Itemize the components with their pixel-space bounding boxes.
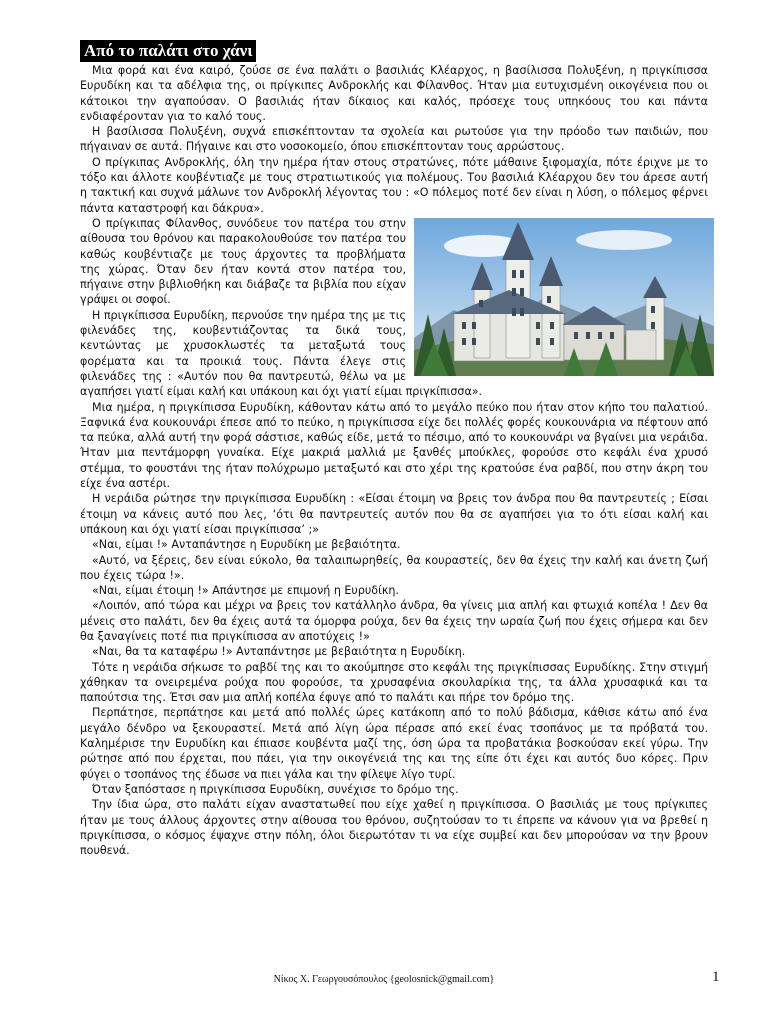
paragraph: Η νεράιδα ρώτησε την πριγκίπισσα Ευρυδίκη : «Είσαι έτοιμη να βρεις τον άνδρα που θα παντρευτείς ; Είσαι έτοιμη να κάνεις αυτό που λες, ‘ότι θα παντρευτείς αυτόν που θα σε αγαπήσει για το ότι είσαι καλή και υπάκουη και όχι γιατί είσαι πριγκίπισσα’ ;» — [80, 492, 708, 536]
paragraph: Ο πρίγκιπας Ανδροκλής, όλη την ημέρα ήταν στους στρατώνες, πότε μάθαινε ξιφομαχία, πότε έριχνε με το τόξο και άλλοτε κουβέντιαζε με τους στρατιωτικούς για πολέμους. Του βασιλιά Κλέαρχου δεν του άρεσε αυτή η τακτική και συχνά μάλωνε τον Ανδροκλή λέγοντας του : «Ο πόλεμος ποτέ δεν είναι η λύση, ο πόλεμος φέρνει πάντα καταστροφή και δάκρυα». — [80, 155, 708, 215]
paragraph: «Αυτό, να ξέρεις, δεν είναι εύκολο, θα ταλαιπωρηθείς, θα κουραστείς, δεν θα έχεις την καλή και άνετη ζωή που έχεις τώρα !». — [80, 553, 708, 582]
castle-icon — [414, 218, 714, 376]
paragraph: Μια φορά και ένα καιρό, ζούσε σε ένα παλάτι ο βασιλιάς Κλέαρχος, η βασίλισσα Πολυξένη, η πριγκίπισσα Ευρυδίκη και τα αδέλφια της, οι πρίγκιπες Ανδροκλής και Φίλανθος. Ήταν μια ευτυχισμένη οικογένεια που οι κάτοικοι την αγαπούσαν. Ο βασιλιάς ήταν δίκαιος και καλός, πρόσεχε τους υπηκόους του και πάντα ενδιαφέρονταν για το καλό τους. — [80, 64, 708, 123]
page-number: 1 — [712, 969, 720, 985]
story-body — [80, 63, 708, 858]
paragraph: Τότε η νεράιδα σήκωσε το ραβδί της και το ακούμπησε στο κεφάλι της πριγκίπισσας Ευρυδίκης. Στην στιγμή χάθηκαν τα ονειρεμένα ρούχα που φορούσε, τα χρυσαφένια σκουλαρίκια της, τα άλλα χρυσαφικά και τα παπούτσια της. Έτσι σαν μια απλή κοπέλα έφυγε από το παλάτι και πήρε τον δρόμο της. — [80, 660, 708, 705]
page-footer: Νίκος Χ. Γεωργουσόπουλος {geolosnick@gmail.com} — [273, 974, 495, 985]
paragraph: «Ναι, είμαι έτοιμη !» Απάντησε με επιμονή η Ευρυδίκη. — [92, 584, 399, 598]
document-page — [80, 40, 708, 858]
paragraph: Μια ημέρα, η πριγκίπισσα Ευρυδίκη, κάθονταν κάτω από το μεγάλο πεύκο που ήταν στον κήπο του παλατιού. Ξαφνικά ένα κουκουνάρι έπεσε από το πεύκο, η πριγκίπισσα είχε δει πολλές φορές κουκουνάρια να πέφτουν από τα πεύκα, αλλά αυτή την φορά σάστισε, καθώς είδε, μετά το πέσιμο, από το κουκουνάρι να βγαίνει μια νεράιδα. Ήταν μια πεντάμορφη γυναίκα. Είχε μακριά μαλλιά με ξανθές μπούκλες, φορούσε στο κεφάλι ένα χρυσό στέμμα, το φουστάνι της ήταν πολύχρωμο μεταξωτό και στο χέρι της κρατούσε ένα ραβδί, που στην άκρη του είχε ένα αστέρι. — [80, 400, 708, 491]
paragraph: Η βασίλισσα Πολυξένη, συχνά επισκέπτονταν τα σχολεία και ρωτούσε για την πρόοδο των παιδιών, που πήγαιναν σε αυτά. Πήγαινε και στο νοσοκομείο, όπου επισκέπτονταν τους αρρώστους. — [80, 125, 708, 154]
castle-illustration — [414, 218, 714, 376]
paragraph: «Λοιπόν, από τώρα και μέχρι να βρεις τον κατάλληλο άνδρα, θα γίνεις μια απλή και φτωχιά κοπέλα ! Δεν θα μένεις στο παλάτι, δεν θα έχεις αυτά τα όμορφα ρούχα, δεν θα έχεις την ωραία ζωή που έχεις σήμερα και δεν θα ξαναγίνεις ποτέ πια πριγκίπισσα αν αποτύχεις !» — [80, 599, 708, 643]
paragraph: Ο πρίγκιπας Φίλανθος, συνόδευε τον πατέρα του στην αίθουσα του θρόνου και παρακολουθούσε τον πατέρα του καθώς κουβέντιαζε με τους άρχοντες τα προβλήματα της χώρας. Όταν δεν ήταν κοντά στον πατέρα του, πήγαινε στην βιβλιοθήκη και διάβαζε τα βιβλία που είχαν γράψει οι σοφοί. — [80, 216, 406, 307]
paragraph: Η πριγκίπισσα Ευρυδίκη, περνούσε την ημέρα της με τις φιλενάδες της, κουβεντιάζοντας τα δικά τους, κεντώντας με χρυσοκλωστές τα μεταξωτά τους φορέματα και τα προικιά τους. Πάντα έλεγε στις φιλενάδες της : «Αυτόν που θα παντρευτώ, θέλω να με αγαπήσει γιατί είμαι καλή και υπάκουη και όχι γιατί είμαι πριγκίπισσα». — [80, 308, 483, 399]
paragraph: «Ναι, είμαι !» Ανταπάντησε η Ευρυδίκη με βεβαιότητα. — [92, 538, 401, 552]
story-title: Από το παλάτι στο χάνι — [80, 40, 256, 62]
paragraph: Περπάτησε, περπάτησε και μετά από πολλές ώρες κατάκοπη από το πολύ βάδισμα, κάθισε κάτω από ένα μεγάλο δένδρο να ξεκουραστεί. Μετά από λίγη ώρα πέρασε από εκεί ένας τσοπάνος με τα πρόβατά του. Καλημέρισε την Ευρυδίκη και έπιασε κουβέντα μαζί της, όση ώρα τα προβατάκια βοσκούσαν εκεί γύρω. Την ρώτησε από που έρχεται, που πάει, για την οικογένειά της και της είπε ότι έχει και αυτός δυο κόρες. Πριν φύγει ο τσοπάνος της έδωσε να πιει γάλα και την φίλεψε λίγο τυρί. — [80, 706, 708, 781]
paragraph: Την ίδια ώρα, στο παλάτι είχαν αναστατωθεί που είχε χαθεί η πριγκίπισσα. Ο βασιλιάς με τους πρίγκιπες ήταν με τους άλλους άρχοντες στην αίθουσα του θρόνου, συζητούσαν το τι έπρεπε να κάνουν για να βρεθεί η πριγκίπισσα, ο κόσμος έψαχνε στην πόλη, όλοι διερωτόταν τι να είχε συμβεί και δεν μπορούσαν να την βρουν πουθενά. — [80, 798, 708, 858]
paragraph: Όταν ξαπόστασε η πριγκίπισσα Ευρυδίκη, συνέχισε το δρόμο της. — [92, 782, 459, 796]
paragraph: «Ναι, θα τα καταφέρω !» Ανταπάντησε με βεβαιότητα η Ευρυδίκη. — [92, 645, 466, 659]
